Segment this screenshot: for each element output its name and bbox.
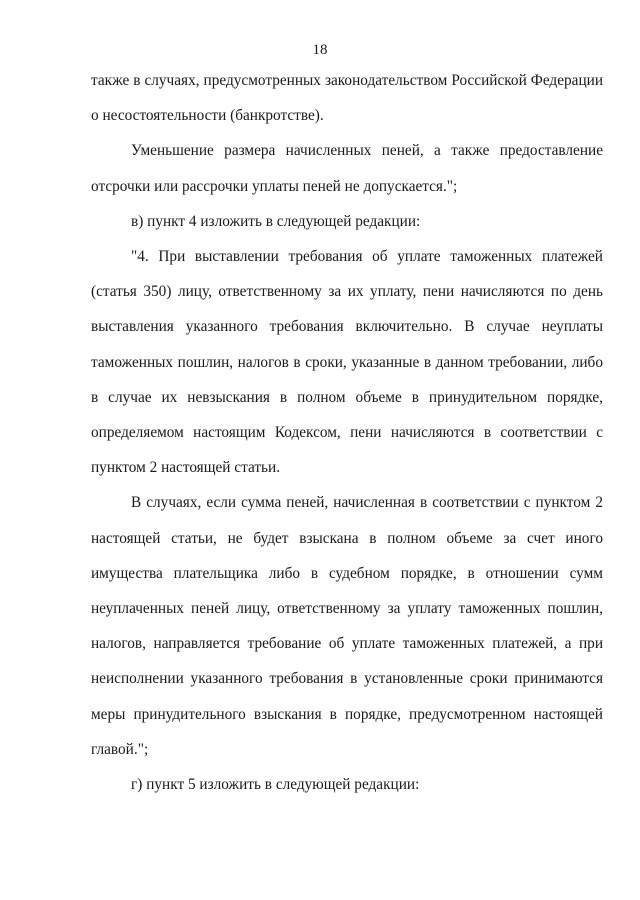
- paragraph-point-4-cases: В случаях, если сумма пеней, начисленная в соответствии с пунктом 2 настоящей статьи, не будет взыскана в полном объеме за счет иного имущества плательщика либо в судебном порядке, в отношении сумм неуплаченных пеней лицу, ответственному за уплату таможенных пошлин, налогов, направляется требование об уплате таможенных платежей, а при неисполнении указанного требования в установленные сроки принимаются меры принудительного взыскания в порядке, предусмотренном настоящей главой.";: [91, 494, 603, 758]
- paragraph-continuation: также в случаях, предусмотренных законодательством Российской Федерации о несостоятельности (банкротстве).: [91, 72, 603, 125]
- page-number: 18: [312, 42, 328, 58]
- document-body: [91, 63, 603, 802]
- paragraph-item-v: в) пункт 4 изложить в следующей редакции:: [131, 212, 421, 230]
- paragraph-item-g: г) пункт 5 изложить в следующей редакции:: [131, 776, 420, 794]
- paragraph-penalty-reduction: Уменьшение размера начисленных пеней, а также предоставление отсрочки или рассрочки уплаты пеней не допускается.";: [91, 142, 603, 195]
- paragraph-point-4: "4. При выставлении требования об уплате таможенных платежей (статья 350) лицу, ответственному за их уплату, пени начисляются по день выставления указанного требования включительно. В случае неуплаты таможенных пошлин, налогов в сроки, указанные в данном требовании, либо в случае их невзыскания в полном объеме в принудительном порядке, определяемом настоящим Кодексом, пени начисляются в соответствии с пунктом 2 настоящей статьи.: [91, 248, 603, 477]
